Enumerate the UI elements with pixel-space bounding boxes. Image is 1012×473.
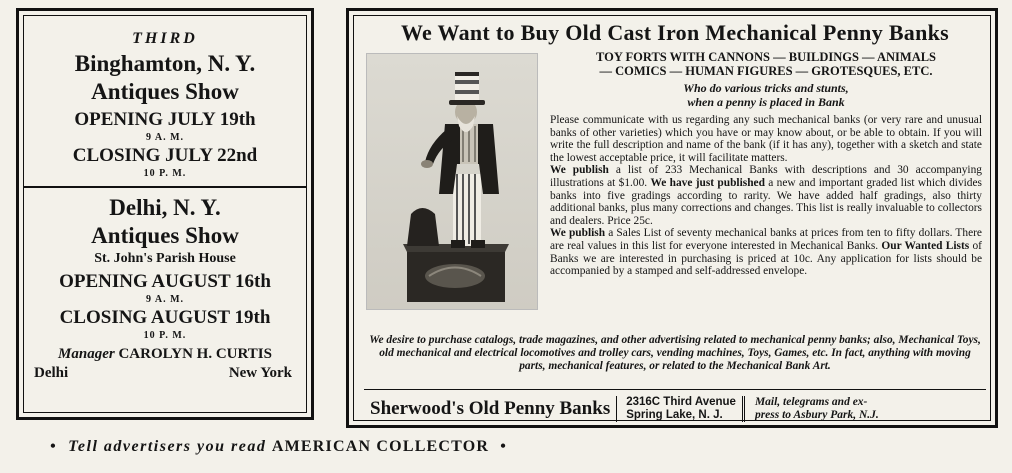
show1-closing: CLOSING JULY 22nd — [72, 145, 258, 166]
mail-instructions — [755, 396, 879, 422]
advertiser-tagline — [50, 438, 670, 456]
penny-banks-ad — [346, 8, 998, 428]
bank-categories — [550, 50, 982, 78]
penny-banks-ad-inner-frame — [353, 15, 991, 421]
show1-city: Binghamton, N. Y. — [74, 51, 256, 76]
magazine-name: AMERICAN COLLECTOR — [271, 438, 490, 455]
antiques-show-ad — [16, 8, 314, 420]
categories-line-2: — COMICS — HUMAN FIGURES — GROTESQUES, ETC. — [599, 64, 933, 78]
show2-closing: CLOSING AUGUST 19th — [59, 307, 271, 328]
paragraph-publish-list — [550, 164, 982, 227]
location-row — [24, 365, 306, 382]
show1-opening: OPENING JULY 19th — [74, 109, 256, 130]
sales-list-text: a Sales List of seventy mechanical banks at prices from ten to fifty dollars. There are real values in this list for everyone interested in Mechanical Banks. — [550, 227, 982, 252]
ad-footer — [364, 394, 986, 424]
show2-title: Antiques Show — [91, 223, 239, 248]
show-divider — [24, 186, 306, 188]
paragraph-sales-list — [550, 227, 982, 277]
categories-line-1: TOY FORTS WITH CANNONS — BUILDINGS — ANIMALS — [595, 50, 937, 64]
sales-publish-lead: We publish — [550, 227, 606, 240]
uncle-sam-bank-photo — [366, 53, 538, 310]
show1-title: Antiques Show — [91, 79, 239, 104]
footer-rule — [364, 389, 986, 390]
paragraph-communicate: Please communicate with us regarding any such mechanical banks (or very rare and unusual banks of other varieties) which you have or may know about, or be able to obtain. If you will write the full description and name of the bank (if it has any), together with a sketch and state the lowest acceptable price, it will facilitate matters. — [550, 114, 982, 164]
ad-body-text — [550, 114, 982, 278]
address-line-2: Spring Lake, N. J. — [626, 409, 723, 421]
footer-double-separator — [742, 396, 749, 422]
state: New York — [228, 365, 292, 381]
mail-line-2: press to Asbury Park, N.J. — [754, 409, 879, 421]
publish-list-text: a list of 233 Mechanical Banks with descriptions and 30 accompanying illustrations at $1.00. — [550, 164, 982, 189]
company-address — [626, 396, 736, 422]
antiques-show-ad-inner-frame — [23, 15, 307, 413]
manager-line — [24, 346, 306, 363]
purchase-catalogs-note: We desire to purchase catalogs, trade magazines, and other advertising related to mechanical penny banks; also, Mechanical Toys, old mechanical and electrical locomotives and trolley cars, vending machines, Toys, Games, etc. In fact, anything with moving parts, mechanical features, or related to the Mechanical Bank Art. — [369, 334, 981, 372]
uncle-sam-bank-illustration — [367, 54, 537, 309]
bullet-left: • — [50, 438, 58, 455]
footer-separator — [616, 396, 620, 422]
graded-list-text: a new and important graded list which divides banks into five gradings according to rarity. We have added half gradings, also thirty additional banks, plus many corrections and changes. This list is really invaluable to collectors and dealers. Price 25c. — [550, 176, 982, 227]
wanted-lists-text: of Banks we are interested in purchasing is priced at 10c. Any application for lists should be accompanied by a stamped and self-addressed envelope. — [550, 239, 982, 278]
just-published-lead: We have just published — [650, 176, 765, 189]
show2-open-time: 9 A. M. — [145, 294, 185, 305]
headline: We Want to Buy Old Cast Iron Mechanical Penny Banks — [400, 20, 950, 45]
wanted-lists-lead: Our Wanted Lists — [881, 239, 970, 252]
manager-name: CAROLYN H. CURTIS — [118, 346, 272, 362]
third-label: THIRD — [132, 30, 198, 47]
show1-open-time: 9 A. M. — [145, 132, 185, 143]
mail-line-1: Mail, telegrams and ex- — [754, 396, 868, 408]
tricks-note — [550, 81, 982, 109]
tricks-line-1: Who do various tricks and stunts, — [683, 81, 849, 95]
tagline-text: Tell advertisers you read — [68, 438, 267, 455]
show2-opening: OPENING AUGUST 16th — [59, 271, 271, 292]
address-line-1: 2316C Third Avenue — [626, 396, 736, 408]
town: Delhi — [34, 365, 69, 381]
show2-close-time: 10 P. M. — [143, 330, 187, 341]
company-name: Sherwood's Old Penny Banks — [370, 398, 611, 419]
show2-venue: St. John's Parish House — [94, 251, 236, 266]
bullet-right: • — [500, 438, 508, 455]
show2-city: Delhi, N. Y. — [109, 195, 221, 220]
tricks-line-2: when a penny is placed in Bank — [687, 95, 845, 109]
publish-lead: We publish — [550, 164, 609, 177]
manager-label: Manager — [58, 346, 115, 362]
show1-close-time: 10 P. M. — [143, 168, 187, 179]
